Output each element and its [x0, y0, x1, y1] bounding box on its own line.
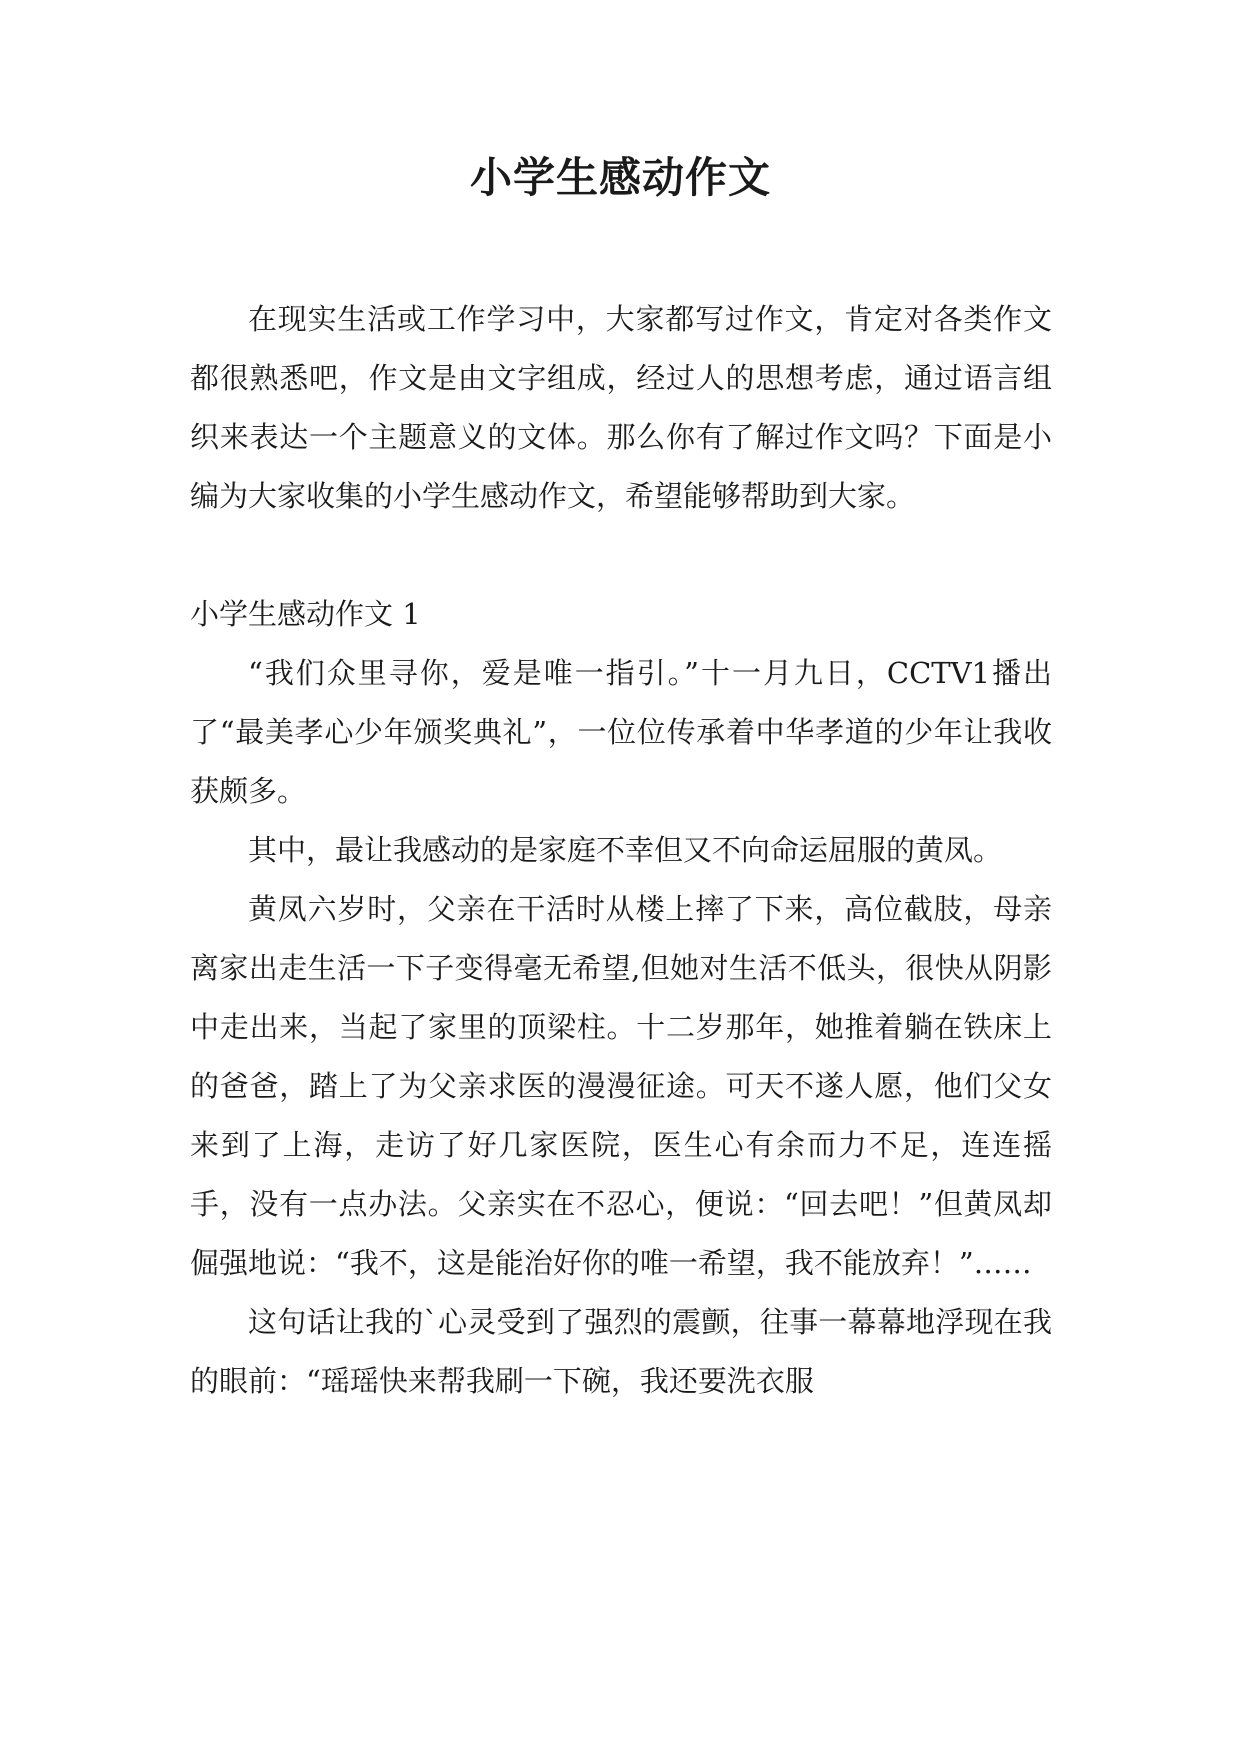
intro-paragraph: 在现实生活或工作学习中，大家都写过作文，肯定对各类作文都很熟悉吧，作文是由文字组成，经过人的思想考虑，通过语言组织来表达一个主题意义的文体。那么你有了解过作文吗？下面是小编为大家收集的小学生感动作文，希望能够帮助到大家。 — [190, 302, 1052, 513]
body-paragraph: 这句话让我的`心灵受到了强烈的震颤，往事一幕幕地浮现在我的眼前：“瑶瑶快来帮我刷一下碗，我还要洗衣服 — [190, 1305, 1052, 1398]
body-paragraph: 黄凤六岁时，父亲在干活时从楼上摔了下来，高位截肢，母亲离家出走生活一下子变得毫无希望,但她对生活不低头，很快从阴影中走出来，当起了家里的顶梁柱。十二岁那年，她推着躺在铁床上的爸爸，踏上了为父亲求医的漫漫征途。可天不遂人愿，他们父女来到了上海，走访了好几家医院，医生心有余而力不足，连连摇手，没有一点办法。父亲实在不忍心，便说：“回去吧！”但黄凤却倔强地说：“我不，这是能治好你的唯一希望，我不能放弃！”…… — [190, 892, 1052, 1280]
section-heading: 小学生感动作文 1 — [190, 597, 421, 631]
document-body — [190, 290, 1052, 1411]
body-paragraph: “我们众里寻你，爱是唯一指引。”十一月九日，CCTV1播出了“最美孝心少年颁奖典礼”，一位位传承着中华孝道的少年让我收获颇多。 — [190, 656, 1052, 808]
document-title: 小学生感动作文 — [469, 153, 771, 202]
body-paragraph: 其中，最让我感动的是家庭不幸但又不向命运屈服的黄凤。 — [248, 833, 1003, 867]
